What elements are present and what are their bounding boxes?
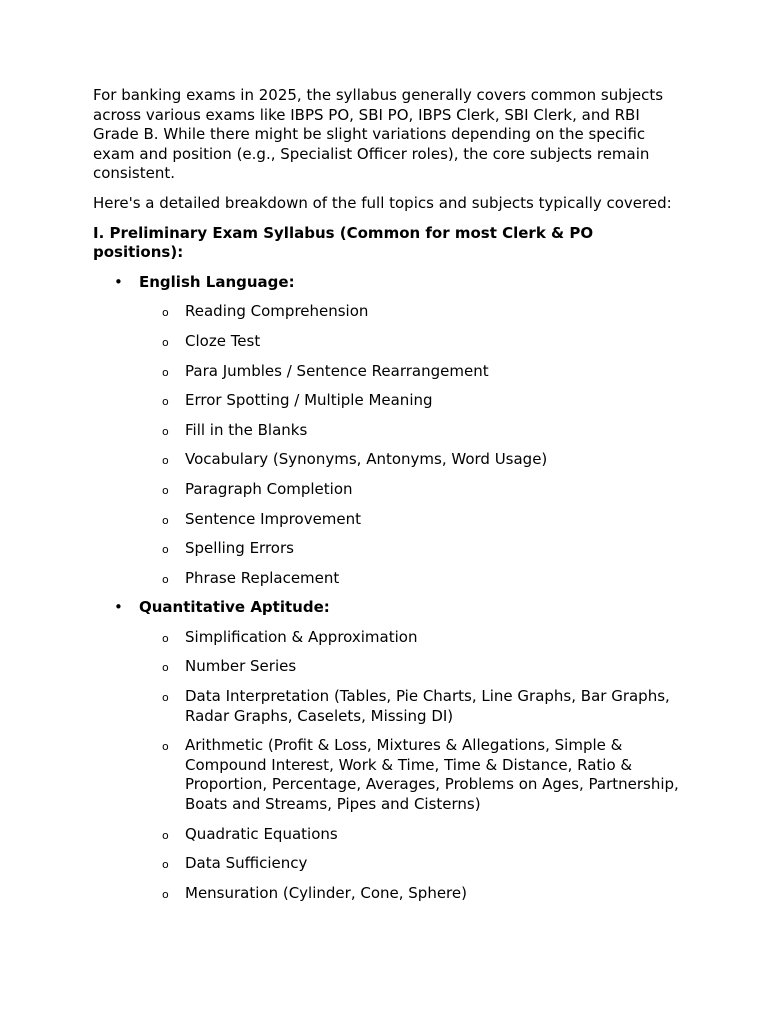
circle-bullet-icon: o bbox=[162, 454, 169, 468]
list-item bbox=[139, 687, 683, 726]
topic-text: Mensuration (Cylinder, Cone, Sphere) bbox=[185, 883, 467, 902]
topic-text: Arithmetic (Profit & Loss, Mixtures & Allegations, Simple & Compound Interest, Work & Time, Time & Distance, Ratio & Proportion, Percentage, Averages, Problems on Ages, Partnership, Boats and Streams, Pipes and Cisterns) bbox=[185, 736, 679, 814]
topic-text: Data Interpretation (Tables, Pie Charts, Line Graphs, Bar Graphs, Radar Graphs, Caselets, Missing DI) bbox=[185, 687, 670, 725]
subject-title: Quantitative Aptitude: bbox=[139, 598, 330, 617]
topic-text: Number Series bbox=[185, 657, 297, 676]
topic-text: Sentence Improvement bbox=[185, 509, 362, 528]
topic-list-quantitative bbox=[139, 628, 683, 904]
list-item bbox=[139, 884, 683, 904]
list-item bbox=[139, 825, 683, 845]
circle-bullet-icon: o bbox=[162, 887, 169, 901]
topic-text: Quadratic Equations bbox=[185, 824, 338, 843]
breakdown-paragraph: Here's a detailed breakdown of the full topics and subjects typically covered: bbox=[93, 193, 672, 212]
list-item bbox=[139, 332, 683, 352]
circle-bullet-icon: o bbox=[162, 395, 169, 409]
list-item bbox=[139, 736, 683, 814]
bullet-icon: • bbox=[114, 598, 123, 617]
list-item bbox=[139, 391, 683, 411]
circle-bullet-icon: o bbox=[162, 483, 169, 497]
circle-bullet-icon: o bbox=[162, 424, 169, 438]
circle-bullet-icon: o bbox=[162, 572, 169, 586]
topic-text: Error Spotting / Multiple Meaning bbox=[185, 391, 433, 410]
list-item bbox=[139, 569, 683, 589]
list-item bbox=[139, 510, 683, 530]
intro-paragraph: For banking exams in 2025, the syllabus generally covers common subjects across various exams like IBPS PO, SBI PO, IBPS Clerk, SBI Clerk, and RBI Grade B. While there might be slight variations depending on the specific exam and position (e.g., Specialist Officer roles), the core subjects remain consistent. bbox=[93, 86, 664, 183]
list-item bbox=[139, 657, 683, 677]
list-item bbox=[139, 421, 683, 441]
list-item bbox=[139, 302, 683, 322]
topic-text: Paragraph Completion bbox=[185, 479, 353, 498]
circle-bullet-icon: o bbox=[162, 691, 169, 705]
subject-title: English Language: bbox=[139, 272, 295, 291]
bullet-icon: • bbox=[114, 272, 123, 291]
circle-bullet-icon: o bbox=[162, 306, 169, 320]
topic-text: Spelling Errors bbox=[185, 539, 294, 558]
topic-text: Phrase Replacement bbox=[185, 568, 340, 587]
circle-bullet-icon: o bbox=[162, 740, 169, 754]
topic-text: Fill in the Blanks bbox=[185, 420, 308, 439]
topic-text: Data Sufficiency bbox=[185, 854, 308, 873]
list-item bbox=[139, 480, 683, 500]
topic-text: Reading Comprehension bbox=[185, 302, 369, 321]
list-item bbox=[139, 539, 683, 559]
circle-bullet-icon: o bbox=[162, 513, 169, 527]
list-item bbox=[139, 450, 683, 470]
list-item bbox=[139, 362, 683, 382]
circle-bullet-icon: o bbox=[162, 543, 169, 557]
topic-text: Para Jumbles / Sentence Rearrangement bbox=[185, 361, 489, 380]
list-item bbox=[139, 854, 683, 874]
list-item bbox=[139, 628, 683, 648]
circle-bullet-icon: o bbox=[162, 858, 169, 872]
topic-text: Cloze Test bbox=[185, 331, 261, 350]
subject-item-quantitative bbox=[93, 598, 683, 903]
circle-bullet-icon: o bbox=[162, 828, 169, 842]
circle-bullet-icon: o bbox=[162, 365, 169, 379]
topic-text: Simplification & Approximation bbox=[185, 627, 418, 646]
subject-list bbox=[93, 273, 683, 904]
topic-list-english bbox=[139, 302, 683, 588]
circle-bullet-icon: o bbox=[162, 335, 169, 349]
circle-bullet-icon: o bbox=[162, 631, 169, 645]
section-heading: I. Preliminary Exam Syllabus (Common for most Clerk & PO positions): bbox=[93, 223, 594, 262]
circle-bullet-icon: o bbox=[162, 661, 169, 675]
document-page bbox=[93, 86, 683, 913]
subject-item-english bbox=[93, 273, 683, 589]
topic-text: Vocabulary (Synonyms, Antonyms, Word Usage) bbox=[185, 450, 548, 469]
